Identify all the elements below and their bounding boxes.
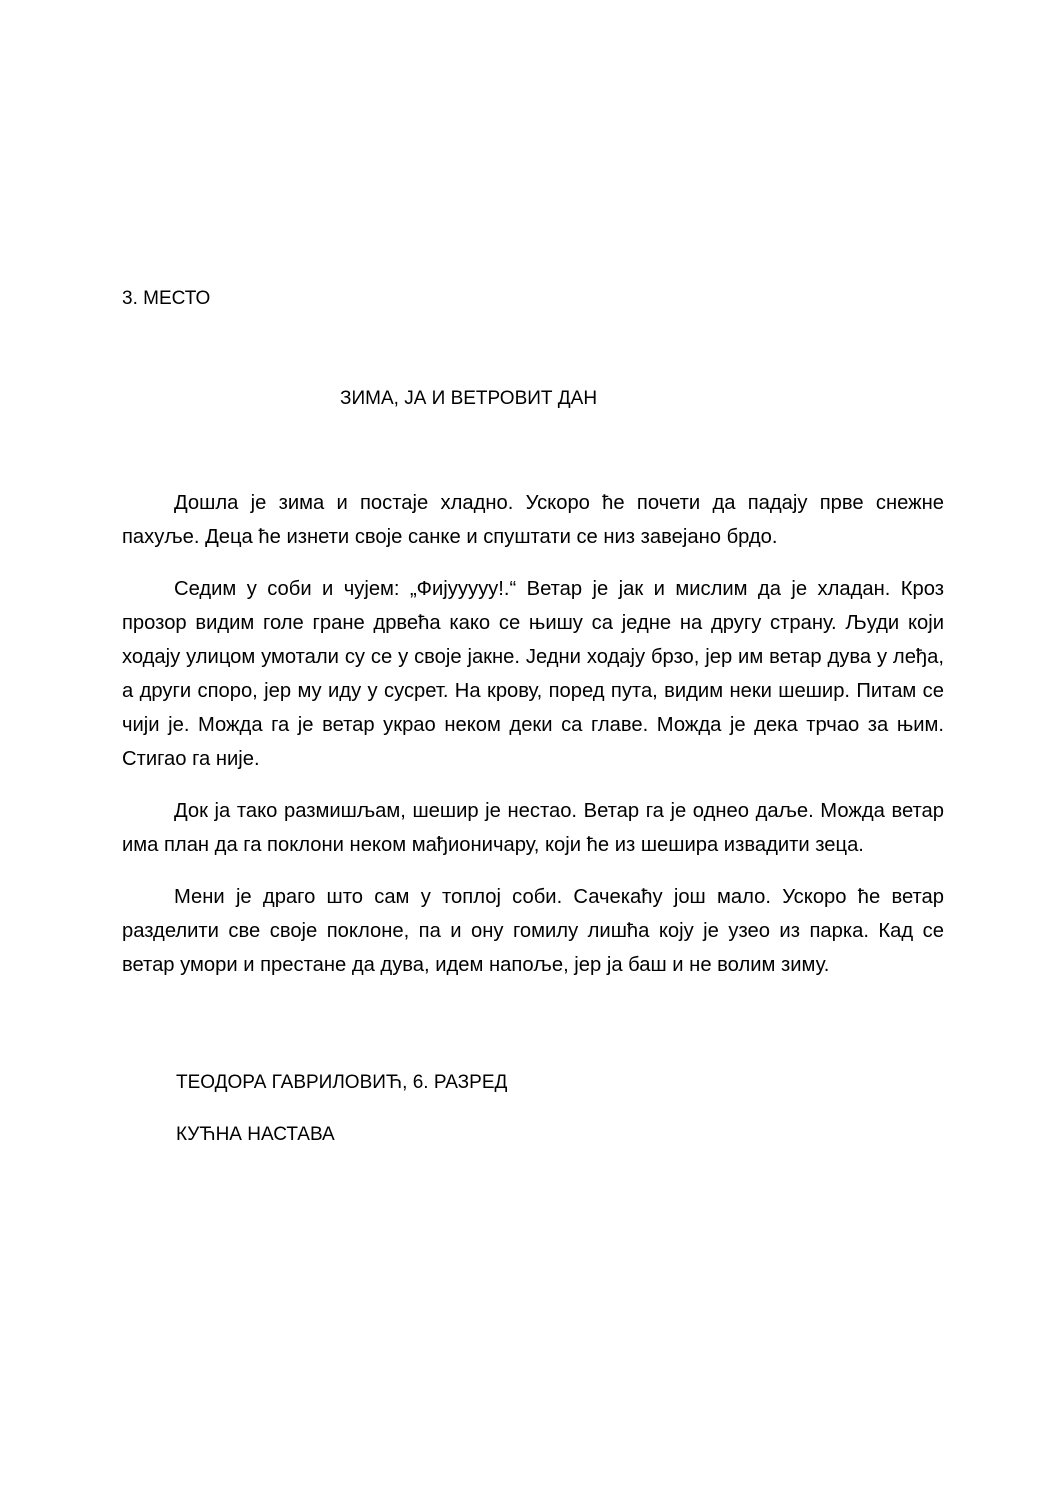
paragraph-1: Дошла је зима и постаје хладно. Ускоро ће почети да падају прве снежне пахуље. Деца ће изнети своје санке и спуштати се низ завејано брдо.: [122, 492, 944, 548]
school-name: КУЋНА НАСТАВА: [176, 1124, 335, 1145]
author-signature: ТЕОДОРА ГАВРИЛОВИЋ, 6. РАЗРЕД: [176, 1072, 508, 1093]
paragraph-4: Мени је драго што сам у топлој соби. Сачекаћу још мало. Ускоро ће ветар разделити све своје поклоне, па и ону гомилу лишћа коју је узео из парка. Кад се ветар умори и престане да дува, идем напоље, јер ја баш и не волим зиму.: [122, 886, 944, 976]
essay-title: ЗИМА, ЈА И ВЕТРОВИТ ДАН: [340, 388, 598, 409]
paragraph-2: Седим у соби и чујем: „Фијууууу!.“ Ветар је јак и мислим да је хладан. Кроз прозор видим голе гране дрвећа како се њишу са једне на другу страну. Људи који ходају улицом умотали су се у своје јакне. Једни ходају брзо, јер им ветар дува у леђа, а други споро, јер му иду у сусрет. На крову, поред пута, видим неки шешир. Питам се чији је. Можда га је ветар украо неком деки са главе. Можда је дека трчао за њим. Стигао га није.: [122, 578, 944, 770]
essay-body: [122, 486, 944, 1000]
paragraph-3: Док ја тако размишљам, шешир је нестао. Ветар га је однео даље. Можда ветар има план да га поклони неком мађионичару, који ће из шешира извадити зеца.: [122, 800, 944, 856]
place-heading: 3. МЕСТО: [122, 288, 211, 309]
